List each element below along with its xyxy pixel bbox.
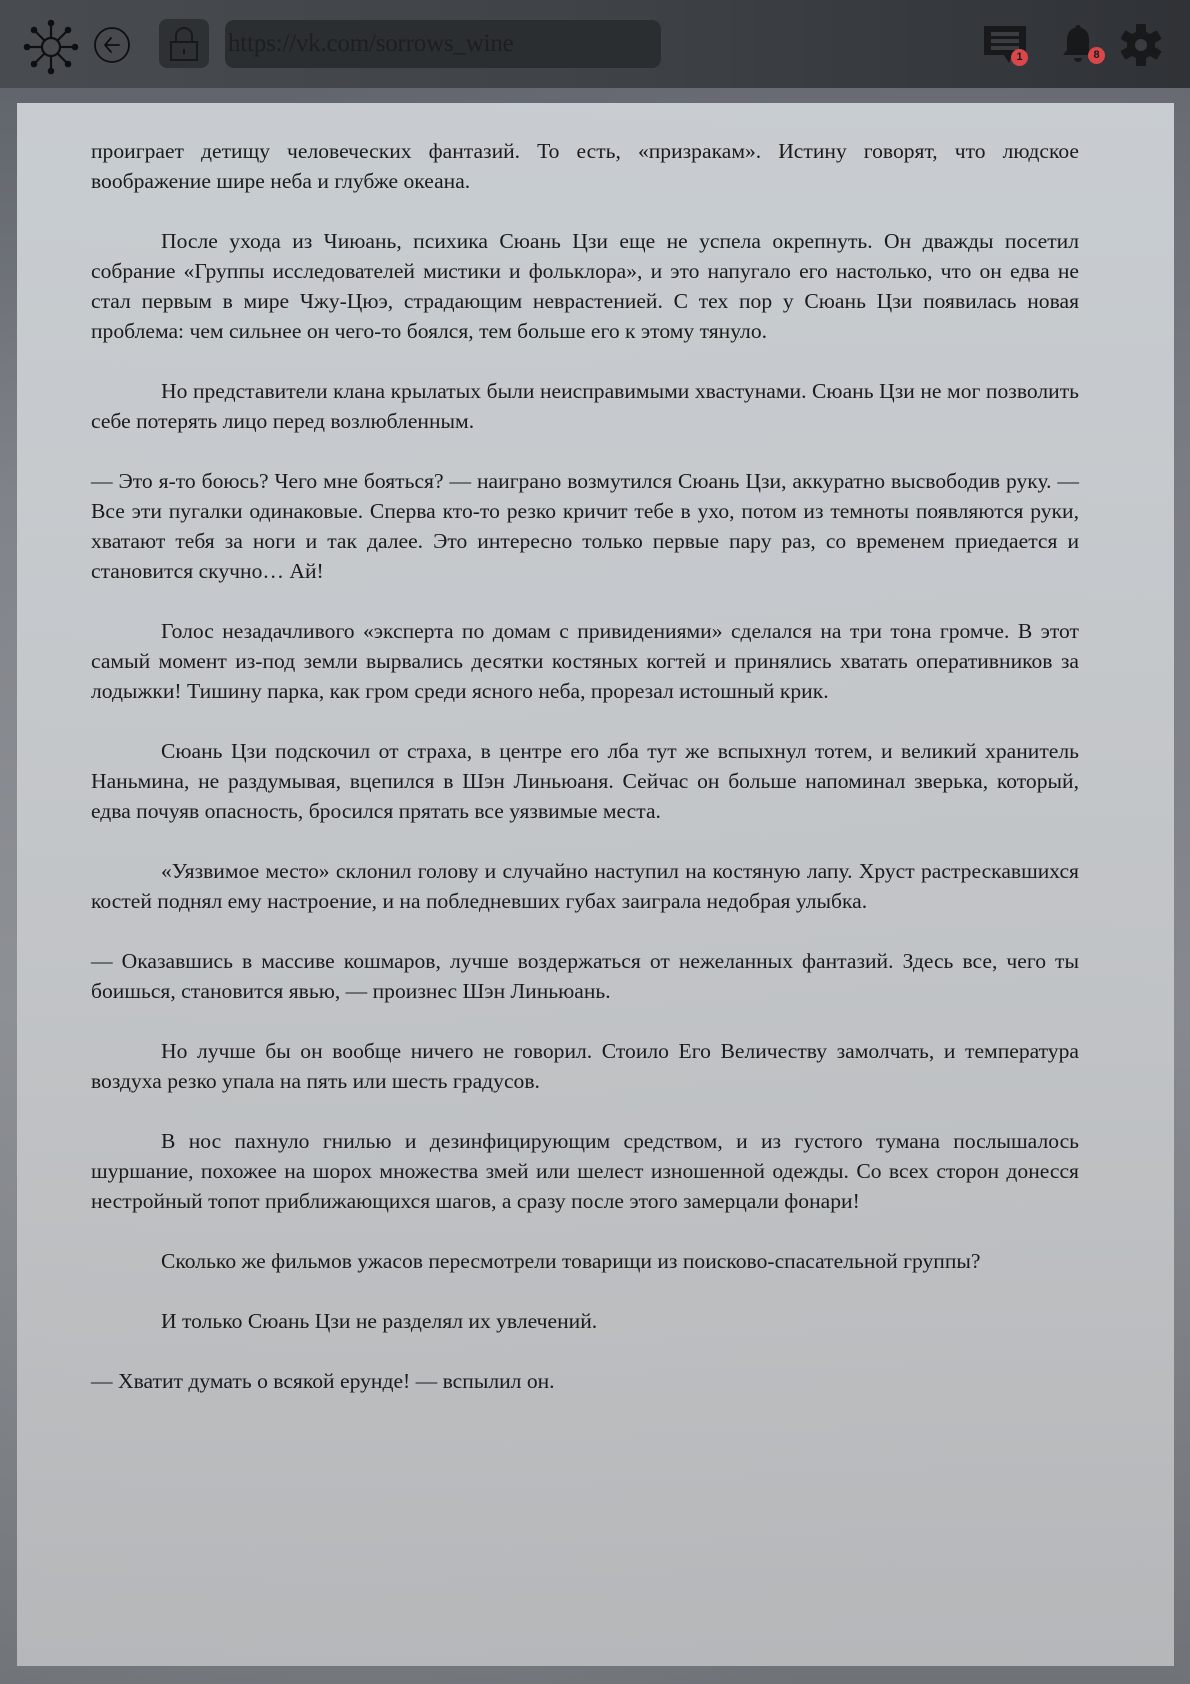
dialogue-paragraph: — Оказавшись в массиве кошмаров, лучше воздержаться от нежеланных фантазий. Здесь все, чего ты боишься, становится явью, — произнес Шэн Линьюань. [91, 949, 1079, 1003]
settings-button[interactable] [1118, 22, 1164, 68]
reading-panel [17, 103, 1174, 1666]
dialogue-paragraph: — Это я-то боюсь? Чего мне бояться? — наиграно возмутился Сюань Цзи, аккуратно высвободив руку. — Все эти пугалки одинаковые. Сперва кто-то резко кричит тебе в ухо, потом из темноты появляются руки, хватают тебя за ноги и так далее. Это интересно только первые пару раз, со временем приедается и становится скучно… Ай! [91, 469, 1079, 583]
messages-badge: 1 [1011, 49, 1028, 66]
messages-button[interactable] [980, 22, 1030, 68]
back-button[interactable] [92, 25, 132, 65]
address-bar[interactable] [225, 20, 661, 68]
back-arrow-circle-icon [92, 25, 132, 65]
browser-toolbar [0, 0, 1190, 88]
paragraph: Голос незадачливого «эксперта по домам с привидениями» сделался на три тона громче. В этот самый момент из-под земли вырвались десятки костяных когтей и принялись хватать оперативников за лодыжки! Тишину парка, как гром среди ясного неба, прорезал истошный крик. [91, 619, 1079, 703]
paragraph: После ухода из Чиюань, психика Сюань Цзи еще не успела окрепнуть. Он дважды посетил собрание «Группы исследователей мистики и фольклора», и это напугало его настолько, что он едва не стал первым в мире Чжу-Цюэ, страдающим неврастенией. С тех пор у Сюань Цзи появилась новая проблема: чем сильнее он чего-то боялся, тем больше его к этому тянуло. [91, 229, 1079, 343]
paragraph: И только Сюань Цзи не разделял их увлечений. [161, 1309, 598, 1333]
url-text[interactable]: https://vk.com/sorrows_wine [228, 30, 514, 57]
paragraph: Но представители клана крылатых были неисправимыми хвастунами. Сюань Цзи не мог позволить себе потерять лицо перед возлюбленным. [91, 379, 1079, 433]
paragraph: проиграет детищу человеческих фантазий. То есть, «призракам». Истину говорят, что людское воображение шире неба и глубже океана. [91, 139, 1079, 193]
article-text [91, 136, 1079, 1426]
site-security-button[interactable] [159, 19, 209, 68]
paragraph: В нос пахнуло гнилью и дезинфицирующим средством, и из густого тумана послышалось шуршание, похожее на шорох множества змей или шелест изношенной одежды. Со всех сторон донесся нестройный топот приближающихся шагов, а сразу после этого замерцали фонари! [91, 1129, 1079, 1213]
dialogue-paragraph: — Хватит думать о всякой ерунде! — вспылил он. [91, 1369, 555, 1393]
paragraph: Сколько же фильмов ужасов пересмотрели товарищи из поисково-спасательной группы? [161, 1249, 981, 1273]
network-hub-icon [22, 18, 80, 76]
app-menu-button[interactable] [22, 18, 80, 76]
gear-icon [1119, 23, 1163, 67]
notifications-button[interactable] [1055, 20, 1101, 68]
paragraph: Сюань Цзи подскочил от страха, в центре его лба тут же вспыхнул тотем, и великий хранитель Наньмина, не раздумывая, вцепился в Шэн Линьюаня. Сейчас он больше напоминал зверька, который, едва почуяв опасность, бросился прятать все уязвимые места. [91, 739, 1079, 823]
paragraph: «Уязвимое место» склонил голову и случайно наступил на костяную лапу. Хруст растрескавшихся костей поднял ему настроение, и на побледневших губах заиграла недобрая улыбка. [91, 859, 1079, 913]
notifications-badge: 8 [1088, 47, 1105, 64]
paragraph: Но лучше бы он вообще ничего не говорил. Стоило Его Величеству замолчать, и температура воздуха резко упала на пять или шесть градусов. [91, 1039, 1079, 1093]
lock-icon [167, 26, 201, 62]
